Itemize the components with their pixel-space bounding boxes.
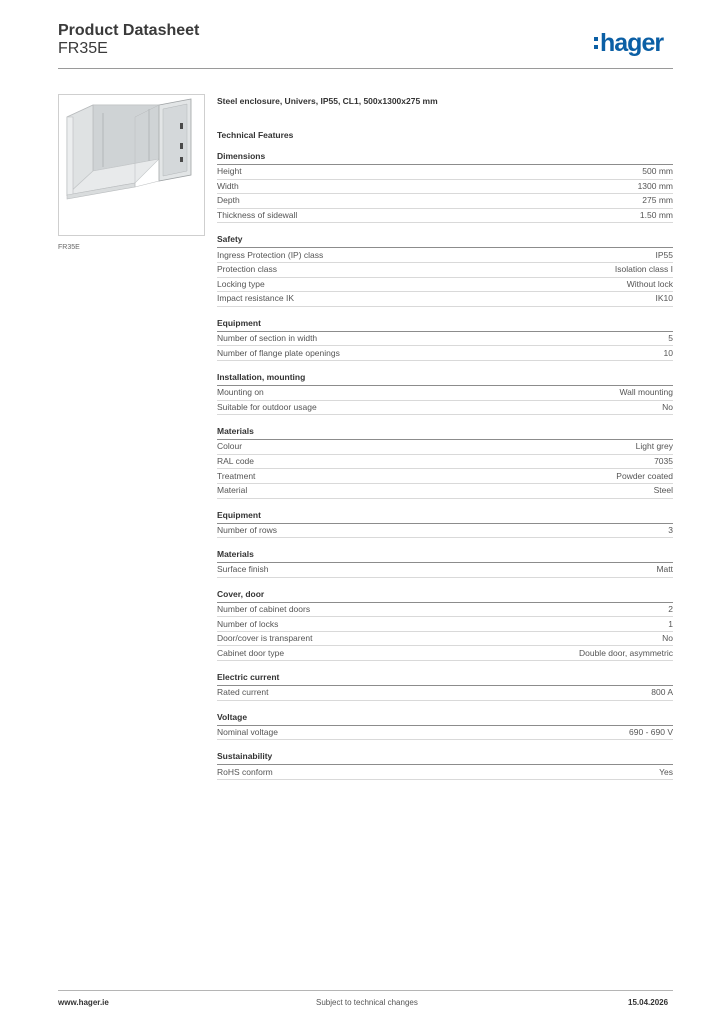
feature-row xyxy=(217,603,673,618)
feature-section xyxy=(217,318,673,361)
feature-value: Powder coated xyxy=(616,470,673,481)
product-image xyxy=(58,94,205,236)
feature-row xyxy=(217,180,673,195)
enclosure-illustration xyxy=(59,95,204,235)
feature-label: Height xyxy=(217,166,242,177)
feature-row xyxy=(217,455,673,470)
feature-row xyxy=(217,332,673,347)
section-title: Safety xyxy=(217,234,673,248)
feature-label: Thickness of sidewall xyxy=(217,210,298,221)
feature-value: Steel xyxy=(653,485,673,496)
feature-value: 1300 mm xyxy=(637,180,673,191)
feature-value: IP55 xyxy=(655,249,673,260)
feature-label: Colour xyxy=(217,441,243,452)
feature-value: Double door, asymmetric xyxy=(578,647,673,658)
feature-label: Number of flange plate openings xyxy=(217,347,340,358)
feature-label: Suitable for outdoor usage xyxy=(217,401,317,412)
image-caption: FR35E xyxy=(58,244,80,251)
feature-row xyxy=(217,209,673,224)
feature-label: Rated current xyxy=(217,687,269,698)
feature-value: 800 A xyxy=(651,687,673,698)
section-title: Electric current xyxy=(217,672,673,686)
feature-section xyxy=(217,426,673,498)
feature-value: Without lock xyxy=(626,278,673,289)
section-title: Dimensions xyxy=(217,151,673,165)
feature-section xyxy=(217,234,673,306)
feature-section xyxy=(217,712,673,741)
feature-label: Number of section in width xyxy=(217,333,318,344)
section-title: Voltage xyxy=(217,712,673,726)
feature-row xyxy=(217,248,673,263)
feature-section xyxy=(217,589,673,661)
section-title: Sustainability xyxy=(217,751,673,765)
feature-row xyxy=(217,632,673,647)
header-divider xyxy=(58,68,673,69)
hager-logo xyxy=(594,28,674,58)
footer-notice: Subject to technical changes xyxy=(316,998,418,1007)
feature-section xyxy=(217,751,673,780)
technical-features-heading: Technical Features xyxy=(217,130,294,140)
feature-label: Mounting on xyxy=(217,387,264,398)
section-title: Equipment xyxy=(217,510,673,524)
feature-section xyxy=(217,672,673,701)
feature-value: 275 mm xyxy=(642,195,673,206)
feature-row xyxy=(217,484,673,499)
feature-row xyxy=(217,524,673,539)
feature-value: 3 xyxy=(668,524,673,535)
feature-row xyxy=(217,401,673,416)
feature-label: Protection class xyxy=(217,264,277,275)
product-code: FR35E xyxy=(58,40,108,57)
feature-value: Matt xyxy=(656,564,673,575)
footer-divider xyxy=(58,990,673,991)
feature-value: Yes xyxy=(659,766,673,777)
feature-label: Number of cabinet doors xyxy=(217,603,311,614)
feature-value: Wall mounting xyxy=(619,387,673,398)
feature-row xyxy=(217,563,673,578)
feature-value: 500 mm xyxy=(642,166,673,177)
feature-value: 1 xyxy=(668,618,673,629)
feature-label: Treatment xyxy=(217,470,256,481)
product-description: Steel enclosure, Univers, IP55, CL1, 500x1300x275 mm xyxy=(217,96,438,106)
feature-row xyxy=(217,469,673,484)
feature-row xyxy=(217,765,673,780)
feature-label: Cabinet door type xyxy=(217,647,285,658)
feature-row xyxy=(217,278,673,293)
feature-row xyxy=(217,686,673,701)
logo-text: hager xyxy=(600,28,664,57)
feature-label: Locking type xyxy=(217,278,265,289)
feature-sections xyxy=(217,151,673,780)
feature-label: RoHS conform xyxy=(217,766,273,777)
feature-value: 1.50 mm xyxy=(639,210,673,221)
feature-label: Impact resistance IK xyxy=(217,293,295,304)
datasheet-content xyxy=(217,96,673,780)
feature-section xyxy=(217,151,673,223)
feature-label: Number of locks xyxy=(217,618,279,629)
feature-label: Depth xyxy=(217,195,240,206)
feature-value: Light grey xyxy=(635,441,673,452)
section-title: Materials xyxy=(217,549,673,563)
footer-website: www.hager.ie xyxy=(58,998,109,1007)
feature-row xyxy=(217,646,673,661)
feature-value: 10 xyxy=(663,347,673,358)
feature-row xyxy=(217,440,673,455)
feature-label: Door/cover is transparent xyxy=(217,633,313,644)
logo-dots-icon xyxy=(594,37,598,49)
feature-row xyxy=(217,194,673,209)
feature-section xyxy=(217,510,673,539)
feature-value: No xyxy=(662,633,673,644)
feature-value: 2 xyxy=(668,603,673,614)
section-title: Cover, door xyxy=(217,589,673,603)
feature-row xyxy=(217,292,673,307)
feature-value: IK10 xyxy=(655,293,673,304)
feature-section xyxy=(217,549,673,578)
section-title: Equipment xyxy=(217,318,673,332)
feature-label: Nominal voltage xyxy=(217,726,278,737)
feature-value: Isolation class I xyxy=(614,264,673,275)
feature-label: Surface finish xyxy=(217,564,269,575)
feature-value: 5 xyxy=(668,333,673,344)
feature-value: 7035 xyxy=(654,456,673,467)
feature-row xyxy=(217,386,673,401)
feature-label: Width xyxy=(217,180,239,191)
feature-row xyxy=(217,165,673,180)
footer-date: 15.04.2026 xyxy=(628,998,669,1007)
section-title: Installation, mounting xyxy=(217,372,673,386)
feature-section xyxy=(217,372,673,415)
feature-row xyxy=(217,617,673,632)
feature-value: No xyxy=(662,401,673,412)
feature-row xyxy=(217,263,673,278)
feature-label: Number of rows xyxy=(217,524,277,535)
feature-value: 690 - 690 V xyxy=(629,726,673,737)
feature-label: Ingress Protection (IP) class xyxy=(217,249,324,260)
page-title: Product Datasheet xyxy=(58,22,200,39)
feature-label: RAL code xyxy=(217,456,255,467)
section-title: Materials xyxy=(217,426,673,440)
feature-label: Material xyxy=(217,485,248,496)
feature-row xyxy=(217,346,673,361)
feature-row xyxy=(217,726,673,741)
